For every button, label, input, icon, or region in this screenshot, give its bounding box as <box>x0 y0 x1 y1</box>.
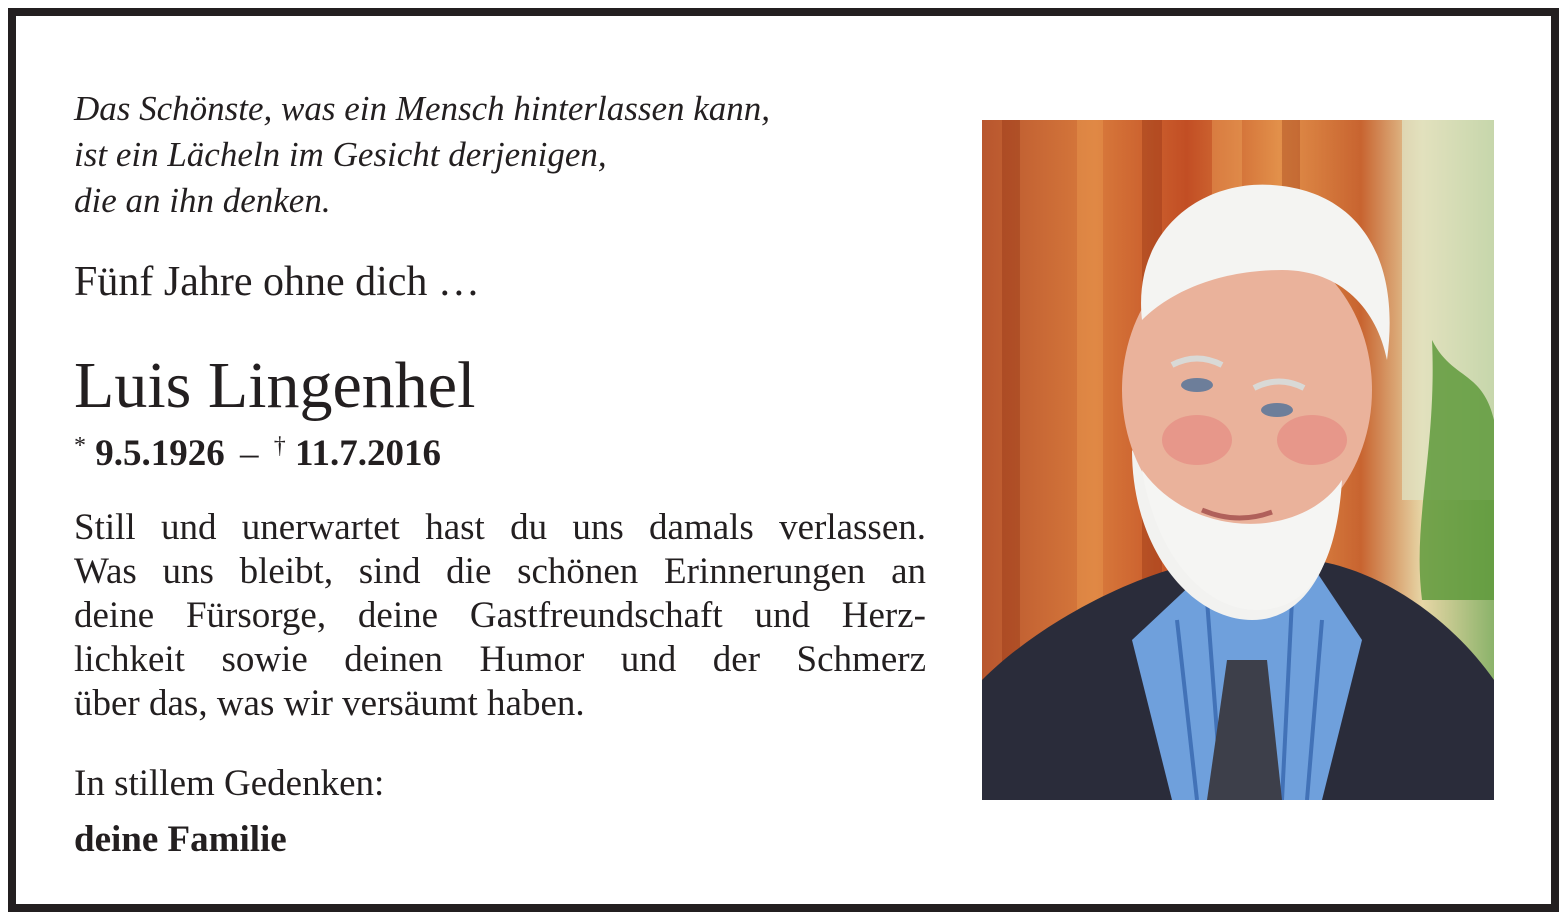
memorial-quote <box>74 86 770 224</box>
cheek <box>1277 415 1347 465</box>
date-separator: – <box>240 433 259 474</box>
memorial-text-line: Was uns bleibt, sind die schönen Erinnerungen an <box>74 551 926 592</box>
death-symbol: † <box>273 433 286 459</box>
memorial-text <box>74 506 926 726</box>
deceased-name: Luis Lingenhel <box>74 349 476 422</box>
birth-symbol: * <box>74 433 86 459</box>
cheek <box>1162 415 1232 465</box>
eye <box>1261 403 1293 417</box>
portrait-illustration <box>982 120 1494 800</box>
quote-line: die an ihn denken. <box>74 181 331 220</box>
birth-date: 9.5.1926 <box>95 433 225 474</box>
obituary-notice <box>8 8 1559 912</box>
portrait-photo <box>982 120 1494 800</box>
eye <box>1181 378 1213 392</box>
intro-line: Fünf Jahre ohne dich … <box>74 259 480 305</box>
death-date: 11.7.2016 <box>295 433 441 474</box>
quote-line: ist ein Lächeln im Gesicht derjenigen, <box>74 135 607 174</box>
life-dates <box>74 421 441 479</box>
memorial-text-line: über das, was wir versäumt haben. <box>74 683 585 724</box>
memorial-text-line: deine Fürsorge, deine Gastfreundschaft und Herz- <box>74 595 926 636</box>
quote-line: Das Schönste, was ein Mensch hinterlassen kann, <box>74 89 771 128</box>
memorial-text-line: lichkeit sowie deinen Humor und der Schmerz <box>74 639 926 680</box>
memorial-text-line: Still und unerwartet hast du uns damals verlassen. <box>74 507 926 548</box>
signature: deine Familie <box>74 819 287 860</box>
closing-line: In stillem Gedenken: <box>74 763 385 804</box>
